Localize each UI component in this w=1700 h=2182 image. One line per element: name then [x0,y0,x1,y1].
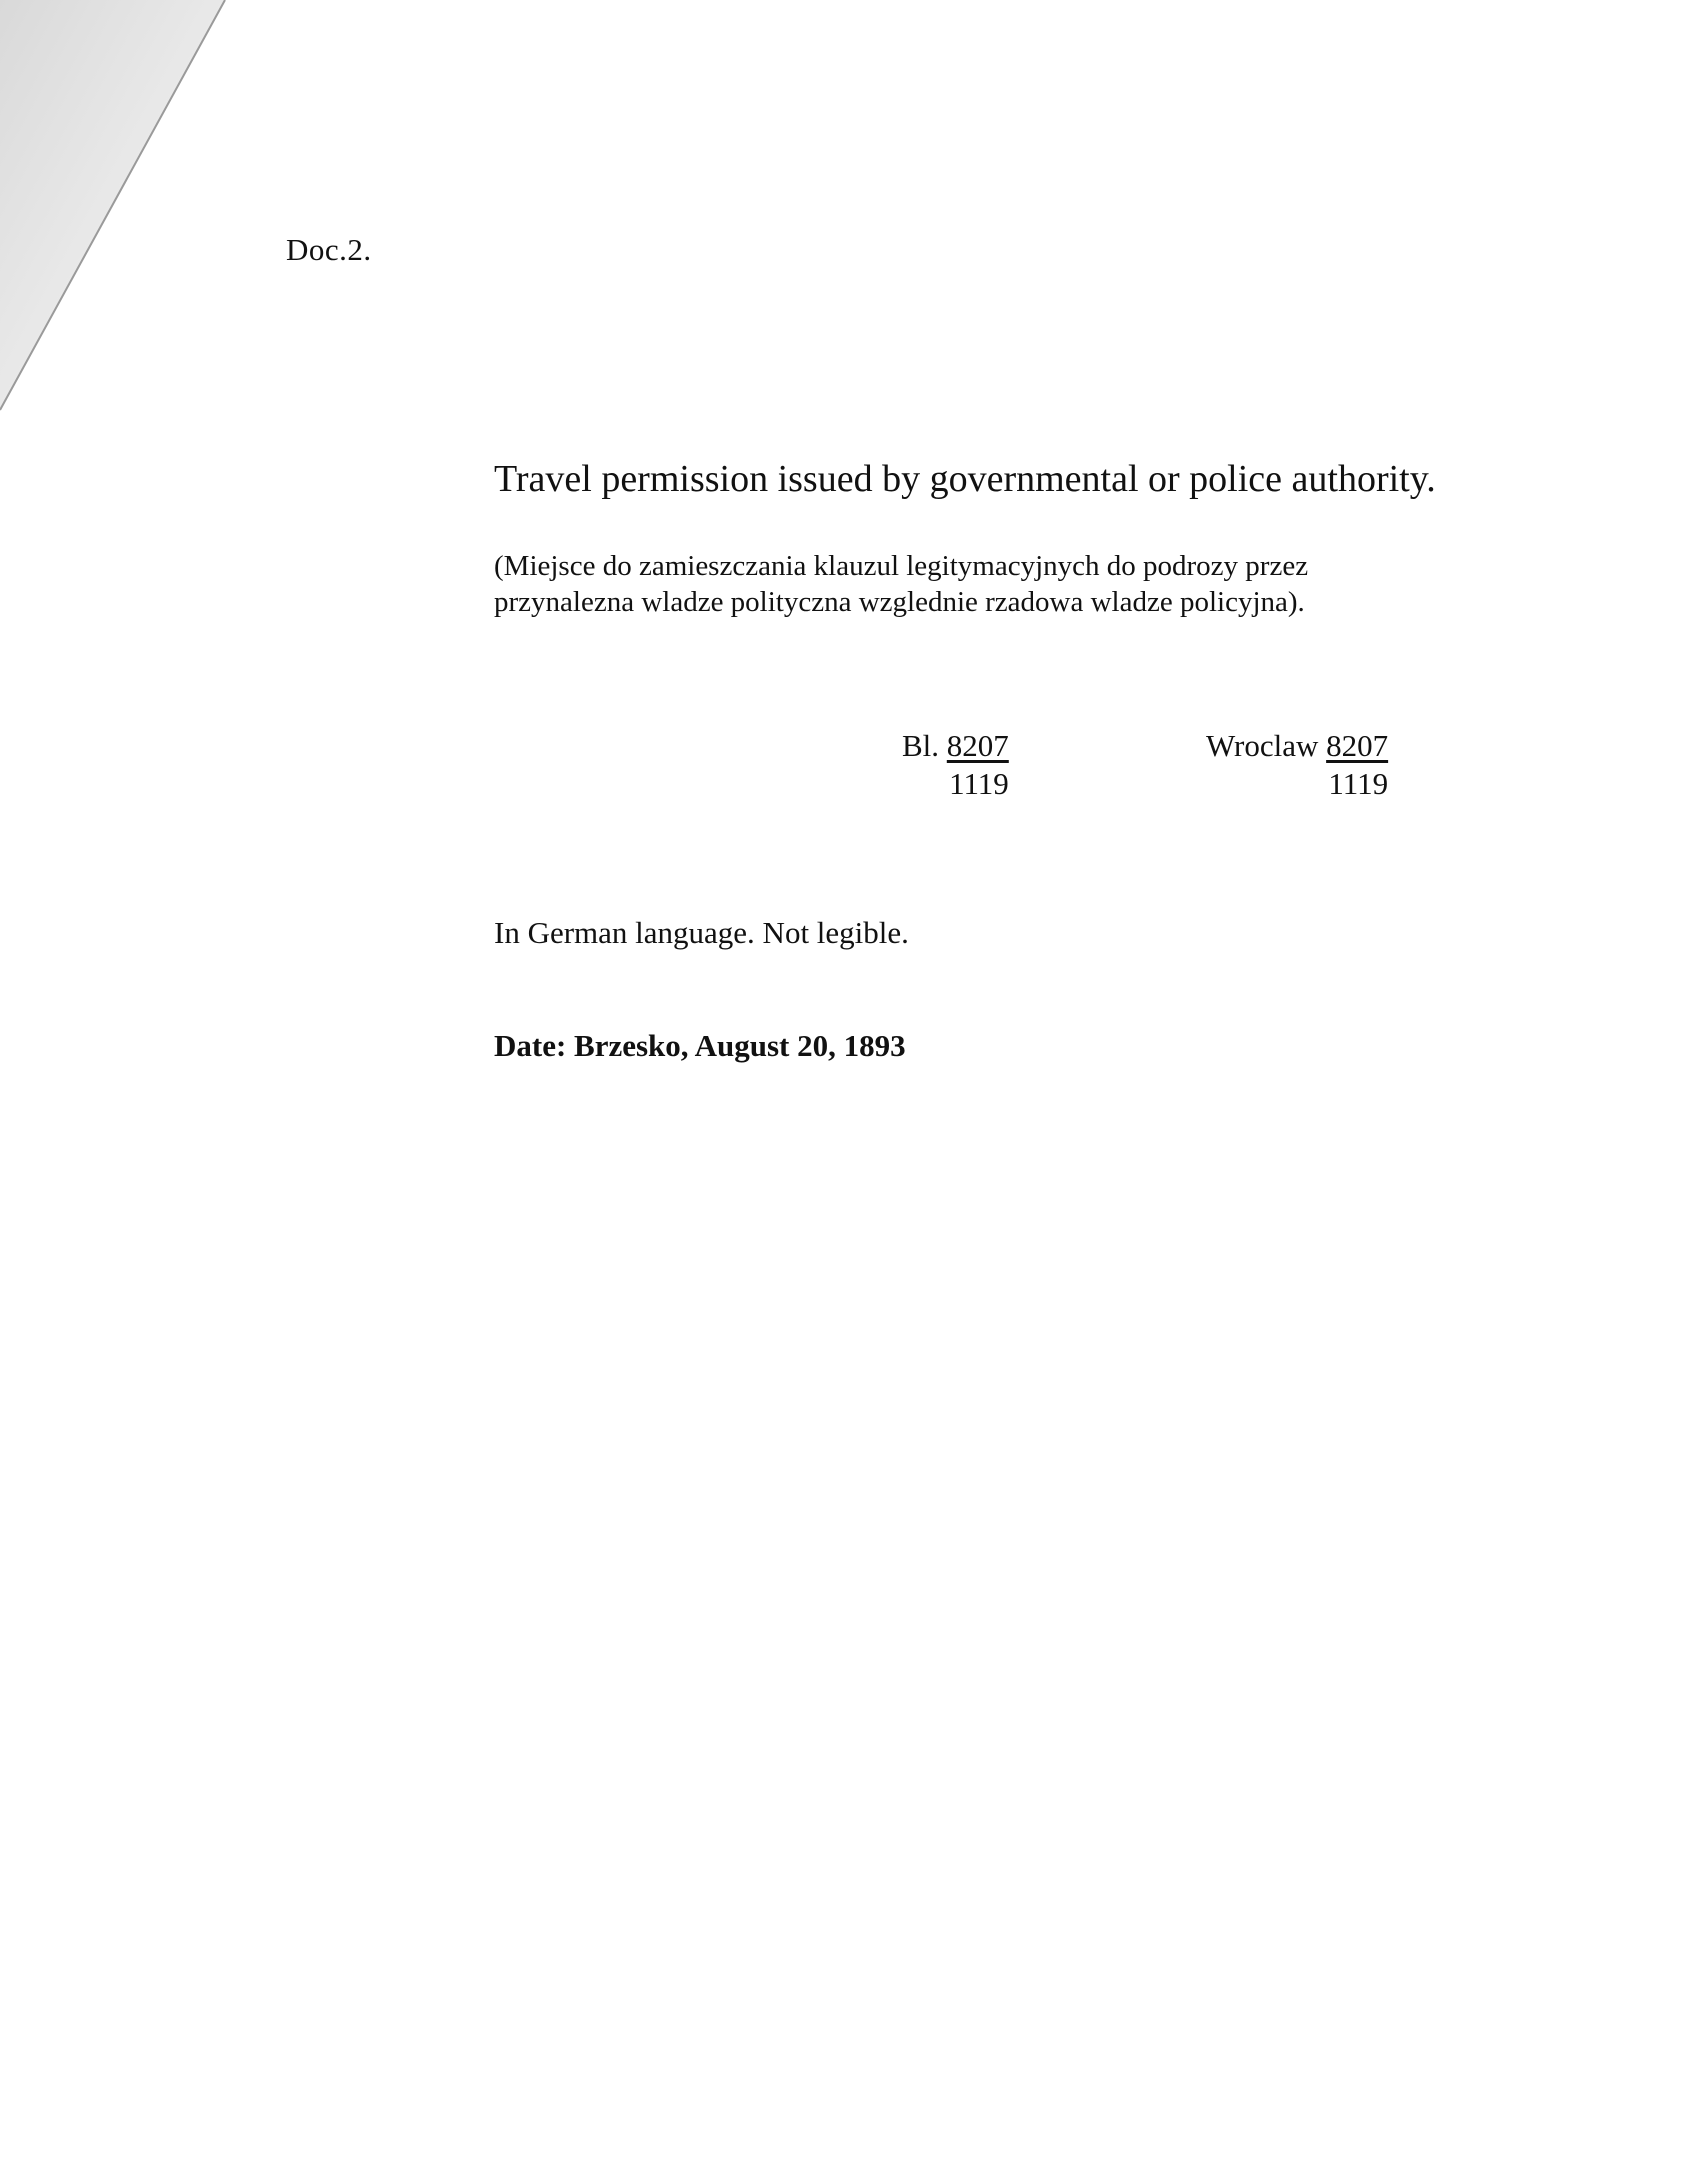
polish-note-line-2: przynalezna wladze polityczna wzglednie rzadowa wladze policyjna). [494,586,1305,618]
folded-corner-shadow [0,0,240,420]
reference-wroclaw-prefix: Wroclaw [1206,728,1319,763]
polish-original-note [494,548,1494,620]
document-number-label: Doc.2. [286,232,372,267]
polish-note-line-1: (Miejsce do zamieszczania klauzul legitymacyjnych do podrozy przez [494,550,1309,582]
reference-bl-numerator: 8207 [946,728,1009,763]
document-date: Date: Brzesko, August 20, 1893 [494,1028,906,1063]
reference-bl-prefix: Bl. [902,728,940,763]
document-title: Travel permission issued by governmental or police authority. [494,458,1436,500]
reference-wroclaw-numerator: 8207 [1326,728,1389,763]
reference-bl [902,727,1009,803]
language-note: In German language. Not legible. [494,915,909,950]
reference-wroclaw [1206,727,1388,803]
reference-wroclaw-denominator: 1119 [1328,766,1389,801]
reference-bl-denominator: 1119 [949,766,1009,801]
